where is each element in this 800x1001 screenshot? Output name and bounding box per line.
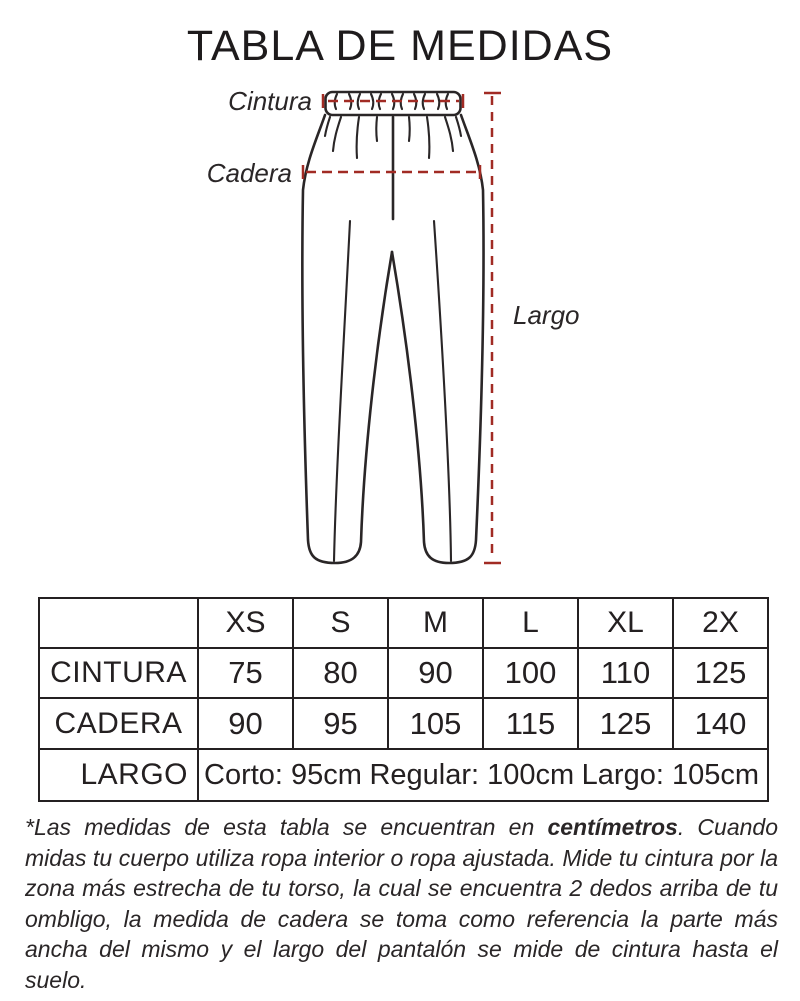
cadera-value-2x: 140	[673, 698, 768, 749]
hip-label: Cadera	[206, 158, 292, 188]
size-column-header-l: L	[483, 598, 578, 648]
largo-corto-value: Corto: 95cm	[204, 758, 362, 791]
footnote	[25, 812, 778, 995]
hip-measure-line	[303, 165, 480, 179]
size-column-header-m: M	[388, 598, 483, 648]
cadera-value-xs: 90	[198, 698, 293, 749]
table-corner-cell	[39, 598, 198, 648]
size-column-header-2x: 2X	[673, 598, 768, 648]
table-row-cintura	[39, 648, 768, 698]
cintura-value-m: 90	[388, 648, 483, 698]
cadera-value-l: 115	[483, 698, 578, 749]
row-label-cadera: CADERA	[39, 698, 198, 749]
length-label: Largo	[513, 300, 580, 330]
largo-regular-value: Regular: 100cm	[369, 758, 575, 791]
cadera-value-xl: 125	[578, 698, 673, 749]
largo-values-cell	[198, 749, 768, 801]
table-row-cadera	[39, 698, 768, 749]
footnote-bold-centimetros: centímetros	[547, 814, 678, 840]
cintura-value-2x: 125	[673, 648, 768, 698]
largo-largo-value: Largo: 105cm	[581, 758, 759, 791]
cintura-value-l: 100	[483, 648, 578, 698]
size-column-header-xl: XL	[578, 598, 673, 648]
row-label-cintura: CINTURA	[39, 648, 198, 698]
cintura-value-xl: 110	[578, 648, 673, 698]
size-column-header-xs: XS	[198, 598, 293, 648]
size-column-header-s: S	[293, 598, 388, 648]
cadera-value-m: 105	[388, 698, 483, 749]
cintura-value-s: 80	[293, 648, 388, 698]
length-measure-line	[484, 93, 501, 563]
size-header-row	[39, 598, 768, 648]
cadera-value-s: 95	[293, 698, 388, 749]
table-row-largo	[39, 749, 768, 801]
page-title: TABLA DE MEDIDAS	[186, 22, 614, 70]
footnote-text-start: *Las medidas de esta tabla se encuentran en	[25, 814, 548, 840]
row-label-largo: LARGO	[39, 749, 198, 801]
waist-label: Cintura	[228, 86, 312, 116]
footnote-text-end: . Cuando midas tu cuerpo utiliza ropa interior o ropa ajustada. Mide tu cintura por la zona más estrecha de tu torso, la cual se encuentra 2 dedos arriba de tu ombligo, la medida de cadera se toma como referencia la parte más ancha del mismo y el largo del pantalón se mide de cintura hasta el suelo.	[25, 814, 778, 993]
size-table	[38, 597, 769, 802]
cintura-value-xs: 75	[198, 648, 293, 698]
